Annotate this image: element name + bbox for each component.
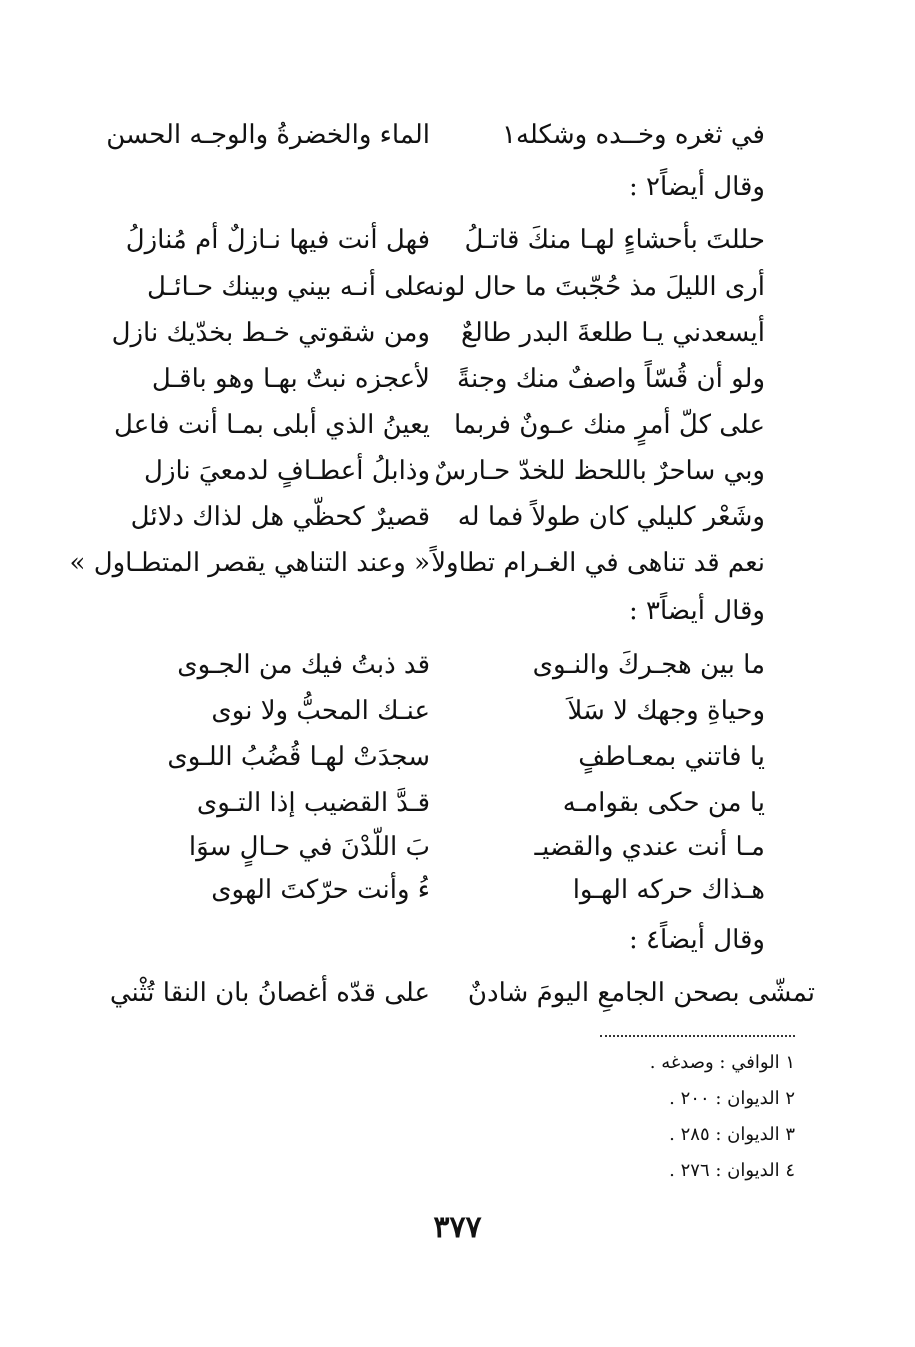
verse-left: قد ذبتُ فيك من الجـوى bbox=[177, 650, 430, 680]
verse-left: عنـك المحبُّ ولا نوى bbox=[211, 696, 430, 726]
verse-right: يا فاتني بمعـاطفٍ bbox=[578, 742, 765, 772]
verse-right: حللتَ بأحشاءٍ لهـا منكَ قاتـلُ bbox=[464, 225, 765, 255]
verse-right: يا من حكى بقوامـه bbox=[562, 788, 765, 818]
verse-left: الماء والخضرةُ والوجـه الحسن bbox=[106, 120, 430, 150]
verse-right: في ثغره وخــده وشكله١ bbox=[502, 120, 765, 150]
verse-right: مـا أنت عندي والقضيـ bbox=[534, 832, 765, 862]
verse-right: أرى الليلَ مذ حُجّبتَ ما حال لونه bbox=[422, 272, 765, 302]
verse-left: ءُ وأنت حرّكتَ الهوى bbox=[211, 875, 430, 905]
section-intro: وقال أيضاً٢ : bbox=[629, 172, 765, 202]
verse-right: على كلّ أمرٍ منك عـونٌ فربما bbox=[454, 410, 765, 440]
verse-right: وبي ساحرٌ باللحظ للخدّ حـارسٌ bbox=[434, 456, 765, 486]
verse-left: على أنـه بيني وبينك حـائـل bbox=[146, 272, 430, 302]
verse-left: « وعند التناهي يقصر المتطـاول » bbox=[69, 548, 430, 578]
verse-right: وحياةِ وجهك لا سَلاَ bbox=[567, 696, 765, 726]
footnote-separator bbox=[600, 1035, 795, 1037]
verse-left: سجدَتْ لهـا قُضُبُ اللـوى bbox=[167, 742, 430, 772]
verse-left: قصيرٌ كحظّي هل لذاك دلائل bbox=[130, 502, 430, 532]
verse-left: بَ اللّدْنَ في حـالٍ سوَا bbox=[188, 832, 430, 862]
verse-left: قـدَّ القضيب إذا التـوى bbox=[196, 788, 430, 818]
verse-left: يعينُ الذي أبلى بمـا أنت فاعل bbox=[114, 410, 430, 440]
section-intro: وقال أيضاً٤ : bbox=[629, 925, 765, 955]
verse-right: ما بين هجـركَ والنـوى bbox=[532, 650, 765, 680]
footnote: ٣ الديوان : ٢٨٥ . bbox=[669, 1124, 795, 1145]
verse-left: لأعجزه نبتٌ بهـا وهو باقـل bbox=[151, 364, 430, 394]
verse-right: أيسعدني يـا طلعةَ البدر طالعٌ bbox=[461, 318, 765, 348]
verse-left: على قدّه أغصانُ بان النقا تُثْني bbox=[109, 978, 430, 1008]
verse-right: نعم قد تناهى في الغـرام تطاولاً bbox=[431, 548, 765, 578]
footnote: ١ الوافي : وصدغه . bbox=[649, 1052, 795, 1073]
footnote: ٢ الديوان : ٢٠٠ . bbox=[669, 1088, 795, 1109]
verse-right: وشَعْر كليلي كان طولاً فما له bbox=[457, 502, 765, 532]
verse-left: فهل أنت فيها نـازلٌ أم مُنازلُ bbox=[125, 225, 430, 255]
page-number: ٣٧٧ bbox=[433, 1210, 482, 1245]
verse-left: ومن شقوتي خـط بخدّيك نازل bbox=[111, 318, 430, 348]
verse-right: ولو أن قُسّاً واصفٌ منك وجنةً bbox=[457, 364, 765, 394]
verse-left: وذابلُ أعطـافٍ لدمعيَ نازل bbox=[144, 456, 430, 486]
footnote: ٤ الديوان : ٢٧٦ . bbox=[669, 1160, 795, 1181]
verse-right: تمشّى بصحن الجامعِ اليومَ شادنٌ bbox=[467, 978, 815, 1008]
verse-right: هـذاك حركه الهـوا bbox=[572, 875, 765, 905]
section-intro: وقال أيضاً٣ : bbox=[629, 596, 765, 626]
